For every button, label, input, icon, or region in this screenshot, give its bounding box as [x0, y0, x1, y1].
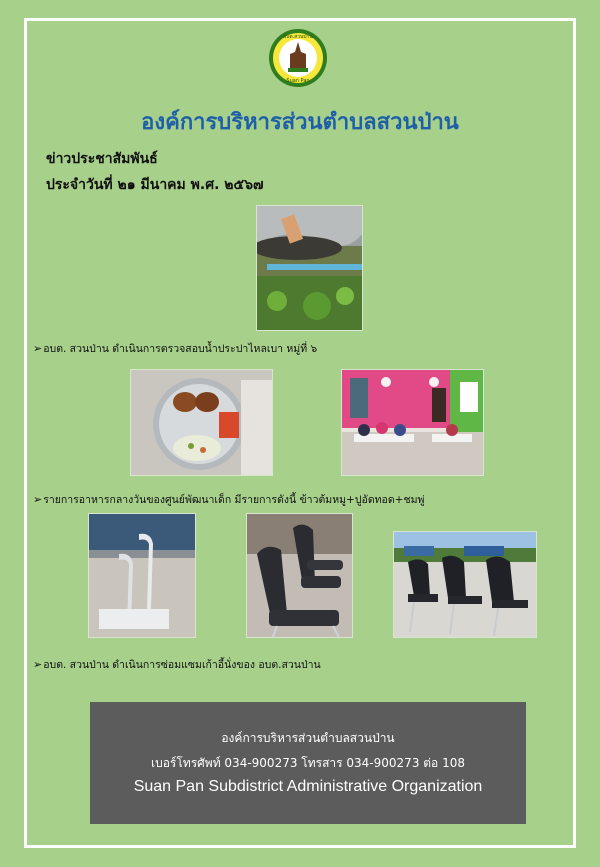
footer-org-name-en: Suan Pan Subdistrict Administrative Organization	[133, 778, 483, 795]
logo-text-top: อบต.สวนป่าน	[283, 34, 313, 40]
photo-chairs-outdoor	[393, 531, 537, 638]
arrow-bullet-icon: ➢	[33, 342, 43, 355]
arrow-bullet-icon: ➢	[33, 658, 43, 671]
news-caption-2: ➢รายการอาหารกลางวันของศูนย์พัฒนาเด็ก มีรายการดังนี้ ข้าวต้มหมู+ปูอัดทอด+ชมพู่	[33, 493, 425, 506]
footer-contact: เบอร์โทรศัพท์ 034-900273 โทรสาร 034-900273 ต่อ 108	[151, 756, 465, 770]
news-caption-3: ➢อบต. สวนป่าน ดำเนินการซ่อมแซมเก้าอี้นั่งของ อบต.สวนป่าน	[33, 658, 321, 671]
org-logo	[268, 28, 328, 88]
photo-chair-frame	[88, 513, 196, 638]
page-title: องค์การบริหารส่วนตำบลสวนป่าน	[141, 110, 459, 135]
logo-text-bottom: Suan Pan	[286, 78, 310, 84]
footer-org-name-th: องค์การบริหารส่วนตำบลสวนป่าน	[221, 731, 395, 745]
press-label: ข่าวประชาสัมพันธ์	[46, 151, 158, 167]
photo-stacked-chairs	[246, 513, 353, 638]
photo-children-eating	[341, 369, 484, 476]
news-caption-1: ➢อบต. สวนป่าน ดำเนินการตรวจสอบน้ำประปาไหลเบา หมู่ที่ ๖	[33, 342, 318, 355]
arrow-bullet-icon: ➢	[33, 493, 43, 506]
photo-lunch-tray	[130, 369, 273, 476]
date-line: ประจำวันที่ ๒๑ มีนาคม พ.ศ. ๒๕๖๗	[46, 177, 264, 193]
footer-contact-box	[90, 702, 526, 824]
photo-water-pipe	[256, 205, 363, 331]
